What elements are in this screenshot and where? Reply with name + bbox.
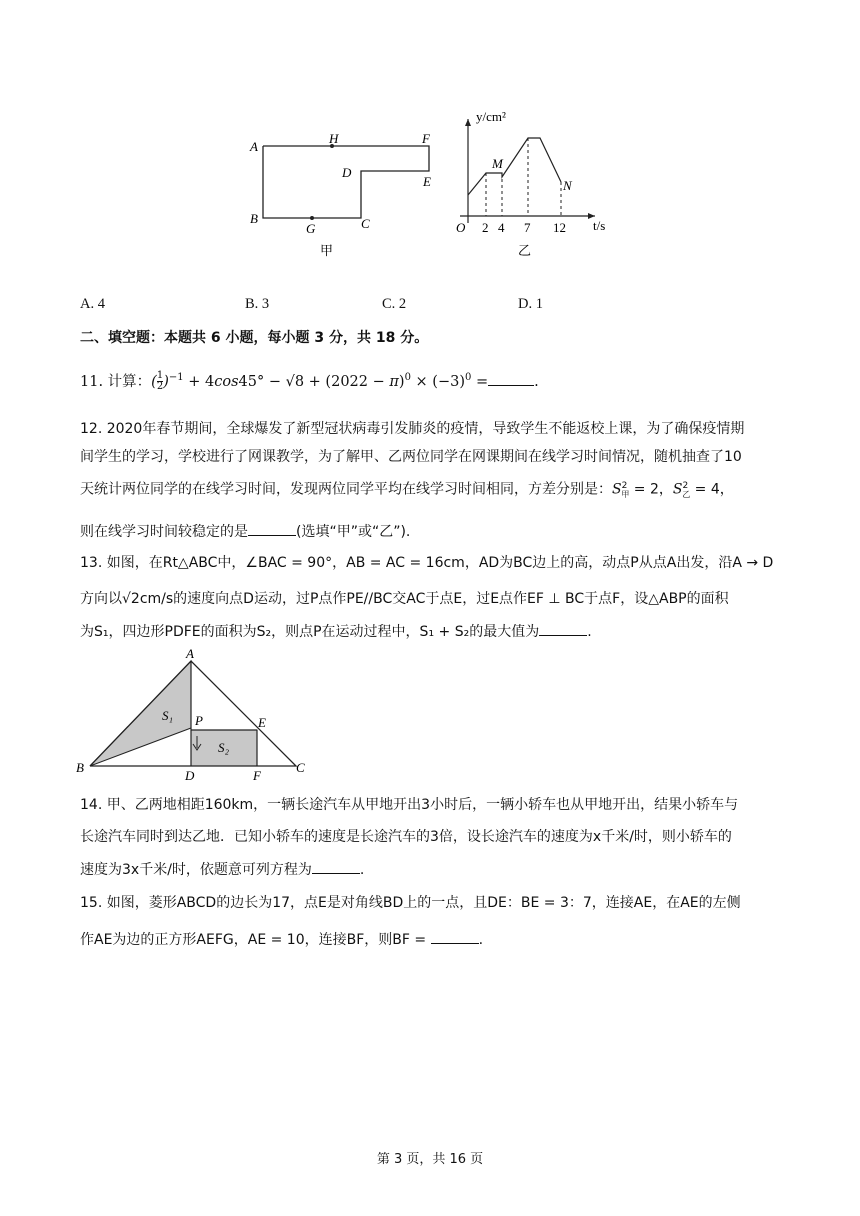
fig-jia-label-A: A: [250, 139, 258, 154]
option-c: C. 2: [382, 296, 407, 312]
fig-yi-tick-4: 4: [498, 220, 505, 235]
question-13-line-3: 为S₁，四边形PDFE的面积为S₂，则点P在运动过程中，S₁ + S₂的最大值为 .: [80, 621, 592, 642]
fig13-label-F: F: [253, 768, 261, 780]
question-11: 11. 计算：( $\frac{1}{2}$ )$^{-1} + 4\cos 45^\circ - √8 + (2022 - \pi)^0 \times (-3)^0$ = .: [80, 370, 539, 393]
question-12-line-2: 间学生的学习，学校进行了网课教学，为了解甲、乙两位同学在网课期间在线学习时间情况，随机抽查了10: [80, 449, 742, 465]
question-12-line-1: 12. 2020年春节期间，全球爆发了新型冠状病毒引发肺炎的疫情，导致学生不能返校上课，为了确保疫情期: [80, 421, 745, 437]
question-14-line-3: 速度为3x千米/时，依题意可列方程为 .: [80, 859, 364, 880]
question-12-line-3: 天统计两位同学的在线学习时间，发现两位同学平均在线学习时间相同，方差分别是：$S^2_甲 = 2$，$S^2_乙 = 4$，: [80, 481, 734, 500]
question-13-line-1: 13. 如图，在Rt△ABC中，∠BAC = 90°，AB = AC = 16cm，AD为BC边上的高，动点P从点A出发，沿A → D: [80, 555, 774, 571]
fig-jia-label-D: D: [342, 165, 352, 180]
question-15-line-1: 15. 如图，菱形ABCD的边长为17，点E是对角线BD上的一点，且DE：BE = 3：7，连接AE，在AE的左侧: [80, 895, 741, 911]
option-a: A. 4: [80, 296, 105, 312]
fig-yi-ylabel: y/cm²: [476, 109, 506, 124]
fig13-label-A: A: [186, 646, 194, 661]
figure-13: [72, 645, 322, 780]
fig-jia-caption: 甲: [320, 243, 334, 258]
fig-jia-label-E: E: [423, 174, 431, 189]
fig13-label-S1: S₁: [162, 708, 174, 723]
fig-yi-point-N: N: [563, 178, 572, 193]
fig-yi-tick-2: 2: [482, 220, 489, 235]
fig13-label-B: B: [76, 760, 84, 775]
fig-jia-label-G: G: [306, 221, 316, 236]
question-12-line-4: 则在线学习时间较稳定的是 (选填“甲”或“乙”).: [80, 521, 410, 542]
page-footer: 第 3 页，共 16 页: [376, 1152, 484, 1167]
fig13-label-D: D: [185, 768, 195, 780]
option-b: B. 3: [245, 296, 270, 312]
fig-yi-xlabel: t/s: [593, 218, 606, 233]
fig13-label-C: C: [296, 760, 305, 775]
fig-yi-caption: 乙: [518, 243, 532, 258]
question-13-line-2: 方向以√2cm/s的速度向点D运动，过P点作PE//BC交AC于点E，过E点作EF ⊥ BC于点F，设△ABP的面积: [80, 591, 729, 607]
fig-yi-tick-12: 12: [553, 220, 566, 235]
option-d: D. 1: [518, 296, 543, 312]
figure-jia: [240, 125, 450, 265]
question-15-line-2: 作AE为边的正方形AEFG，AE = 10，连接BF，则BF = .: [80, 929, 483, 950]
fig-yi-tick-7: 7: [524, 220, 531, 235]
figure-yi: [452, 105, 627, 265]
fig-jia-label-H: H: [329, 131, 339, 146]
fig13-label-P: P: [195, 713, 203, 728]
fig-yi-origin: O: [456, 220, 466, 235]
fig13-label-E: E: [258, 715, 266, 730]
fig-jia-label-C: C: [361, 216, 370, 231]
question-14-line-2: 长途汽车同时到达乙地．已知小轿车的速度是长途汽车的3倍，设长途汽车的速度为x千米/时，则小轿车的: [80, 829, 732, 845]
fig13-label-S2: S₂: [218, 740, 230, 755]
fig-jia-label-B: B: [250, 211, 258, 226]
fig-yi-point-M: M: [492, 156, 503, 171]
fig-jia-label-F: F: [422, 131, 430, 146]
question-14-line-1: 14. 甲、乙两地相距160km，一辆长途汽车从甲地开出3小时后，一辆小轿车也从甲地开出，结果小轿车与: [80, 797, 739, 813]
section-title: 二、填空题：本题共 6 小题，每小题 3 分，共 18 分。: [80, 330, 429, 346]
